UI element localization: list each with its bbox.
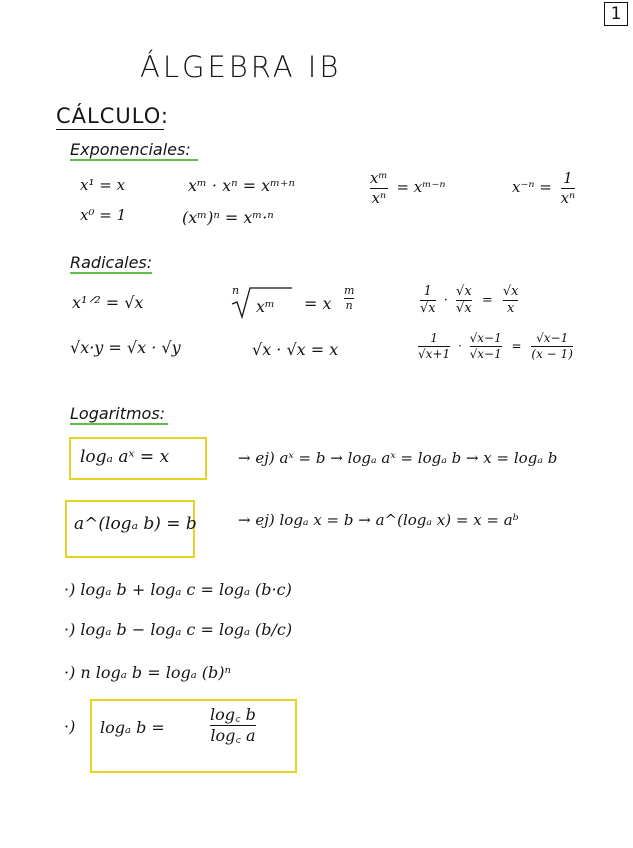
f2-c	[531, 332, 572, 361]
exp-rule-6-num: 1	[563, 169, 573, 187]
heading-exponenciales-underline	[70, 159, 198, 161]
heading-radicales: Radicales:	[70, 253, 153, 272]
exp-rule-6-fraction	[561, 170, 576, 206]
exp-rule-4: (xᵐ)ⁿ = xᵐ·ⁿ	[182, 208, 274, 227]
root-index-n: n	[232, 284, 240, 297]
heading-exponenciales: Exponenciales:	[70, 140, 191, 159]
log-box-1: logₐ aˣ = x	[80, 447, 170, 467]
f2-a-den: √x+1	[418, 347, 451, 362]
log-property-4-lhs: logₐ b =	[100, 718, 165, 737]
rad-rule-fraction-1	[420, 285, 518, 317]
exp-rule-6-den: xⁿ	[560, 188, 576, 207]
log-example-1: → ej) aˣ = b → logₐ aˣ = logₐ b → x = logₐ b	[238, 449, 558, 467]
exp-rule-1: x¹ = x	[80, 176, 126, 194]
exp-rule-5-den: xⁿ	[371, 188, 387, 207]
f1-b-num: √x	[456, 284, 472, 299]
page-number: 1	[604, 2, 628, 26]
dot-operator: ·	[457, 339, 462, 354]
f2-b-den: √x−1	[469, 347, 502, 362]
f1-a-num: 1	[423, 284, 432, 299]
log-property-4-den: log꜀ a	[210, 725, 256, 745]
f2-c-den: (x − 1)	[531, 347, 573, 362]
f2-c-num: √x−1	[536, 331, 569, 345]
log-property-4-fraction	[210, 706, 256, 744]
f1-c-num: √x	[502, 284, 519, 299]
log-property-1: ·) logₐ b + logₐ c = logₐ (b·c)	[64, 580, 292, 599]
rad-rule-2-exponent	[344, 285, 354, 312]
f2-b-num: √x−1	[469, 331, 502, 345]
f2-b	[470, 332, 502, 361]
rad-rule-4: √x · √x = x	[252, 340, 339, 359]
heading-logaritmos: Logaritmos:	[70, 404, 166, 423]
log-property-4-num: log꜀ b	[210, 705, 256, 724]
rad-rule-2-exp-den: n	[345, 299, 353, 313]
rad-rule-2-exp-num: m	[344, 284, 355, 297]
exp-rule-5-rhs: = xᵐ⁻ⁿ	[396, 178, 446, 196]
f1-b	[456, 285, 472, 317]
heading-radicales-underline	[70, 272, 152, 274]
f2-a	[418, 332, 450, 361]
exp-rule-5	[370, 170, 445, 206]
exp-rule-5-num: xᵐ	[370, 169, 388, 187]
log-property-2: ·) logₐ b − logₐ c = logₐ (b/c)	[64, 620, 293, 639]
exp-rule-5-fraction	[370, 170, 388, 206]
exp-rule-6-lhs: x⁻ⁿ =	[512, 178, 552, 196]
exp-rule-6	[512, 170, 575, 206]
root-radicand: xᵐ	[256, 297, 275, 316]
exp-rule-3: xᵐ · xⁿ = xᵐ⁺ⁿ	[188, 176, 295, 195]
dot-operator: ·	[443, 293, 448, 309]
rad-rule-fraction-2	[418, 332, 573, 361]
f1-a-den: √x	[420, 301, 436, 317]
exp-rule-2: x⁰ = 1	[80, 206, 127, 224]
log-property-4-bullet: ·)	[64, 717, 76, 736]
section-underline	[56, 129, 164, 130]
log-box-2: a^(logₐ b) = b	[74, 514, 197, 534]
log-property-3: ·) n logₐ b = logₐ (b)ⁿ	[64, 663, 232, 682]
f1-c-den: x	[507, 301, 515, 317]
rad-rule-3: √x·y = √x · √y	[70, 338, 181, 357]
rad-rule-2-rhs: = x	[304, 294, 332, 313]
section-title: CÁLCULO:	[56, 104, 169, 128]
change-of-base-fraction	[210, 706, 256, 744]
rad-rule-2-root	[230, 284, 360, 324]
f2-a-num: 1	[430, 331, 438, 345]
log-example-2: → ej) logₐ x = b → a^(logₐ x) = x = aᵇ	[238, 511, 519, 529]
rad-rule-2-exp-fraction	[344, 285, 354, 312]
f1-a	[420, 285, 436, 317]
page-title: ÁLGEBRA IB	[140, 50, 342, 84]
rad-rule-1: x¹ᐟ² = √x	[72, 293, 144, 312]
f1-b-den: √x	[456, 301, 472, 317]
f1-c	[503, 285, 519, 317]
equals-sign: =	[511, 339, 522, 354]
heading-logaritmos-underline	[70, 423, 168, 425]
equals-sign: =	[481, 293, 493, 309]
